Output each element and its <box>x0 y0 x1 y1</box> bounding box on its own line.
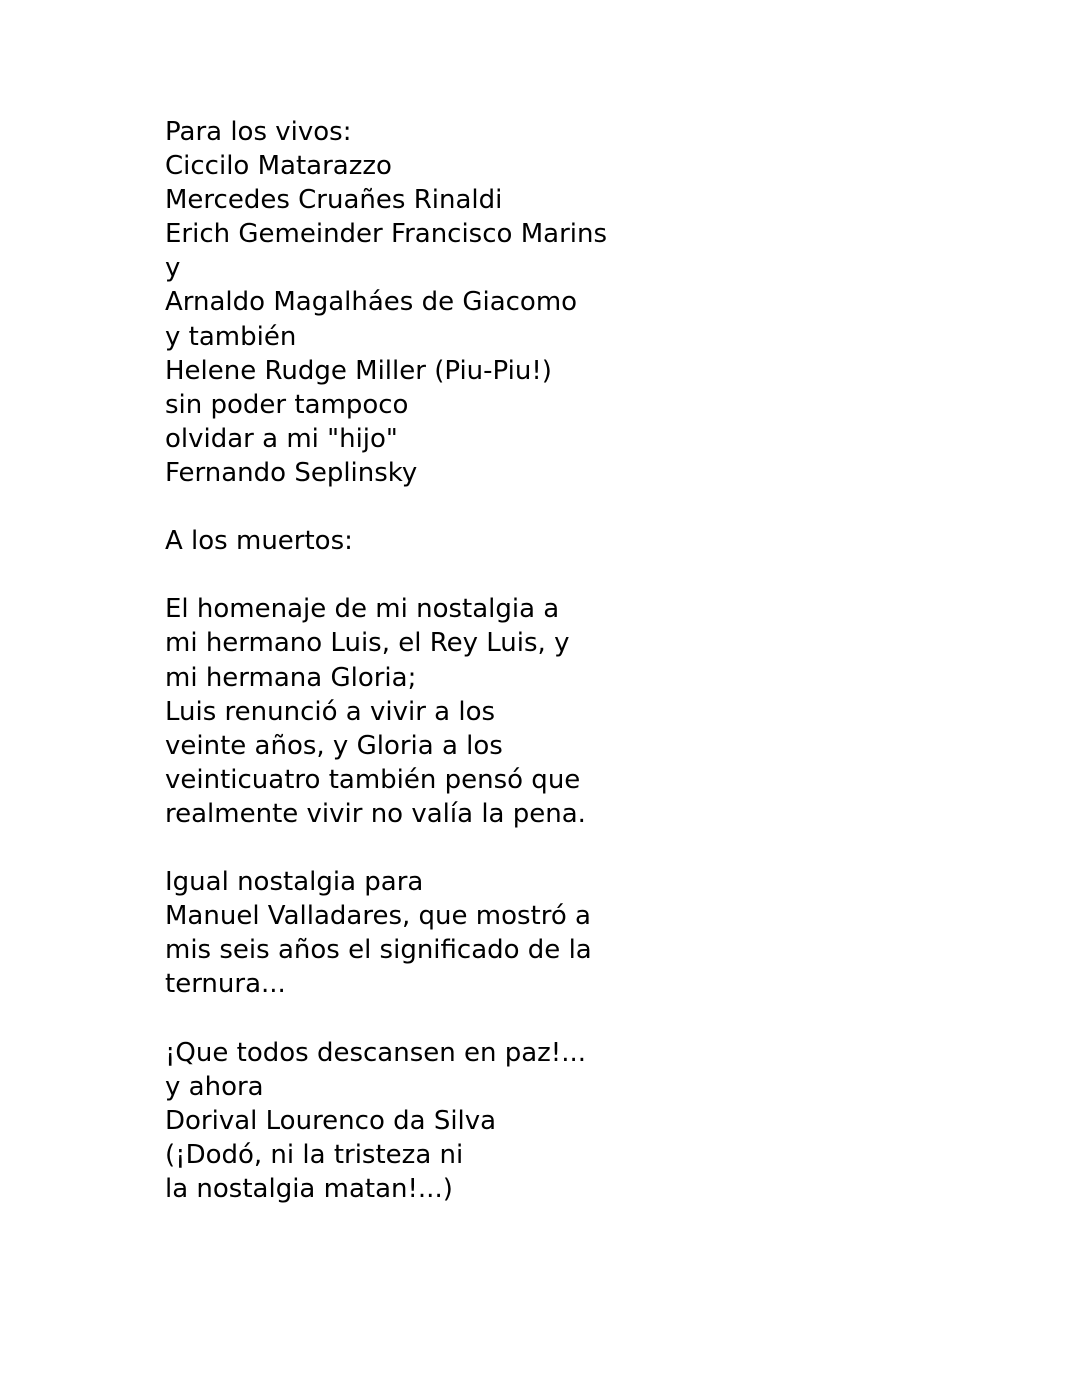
text-line: ¡Que todos descansen en paz!... <box>165 1037 587 1068</box>
text-line: Arnaldo Magalháes de Giacomo <box>165 287 578 318</box>
text-line: A los muertos: <box>165 526 353 557</box>
text-line: Helene Rudge Miller (Piu-Piu!) <box>165 355 552 386</box>
text-line: y <box>165 253 181 284</box>
text-line: Dorival Lourenco da Silva <box>165 1105 497 1136</box>
text-line: veinticuatro también pensó que <box>165 764 581 795</box>
text-line: olvidar a mi "hijo" <box>165 423 398 454</box>
text-line: ternura... <box>165 969 286 1000</box>
text-line: Manuel Valladares, que mostró a <box>165 901 591 932</box>
blank-line <box>165 490 985 524</box>
text-line: Igual nostalgia para <box>165 867 424 898</box>
text-line: la nostalgia matan!...) <box>165 1173 453 1204</box>
text-line: Erich Gemeinder Francisco Marins <box>165 219 607 250</box>
text-line: realmente vivir no valía la pena. <box>165 798 586 829</box>
text-line: mis seis años el significado de la <box>165 935 592 966</box>
text-line: Mercedes Cruañes Rinaldi <box>165 185 503 216</box>
blank-line <box>165 1001 985 1035</box>
text-line: mi hermano Luis, el Rey Luis, y <box>165 628 570 659</box>
text-line: Ciccilo Matarazzo <box>165 151 392 182</box>
text-line: Para los vivos: <box>165 117 352 147</box>
text-line: El homenaje de mi nostalgia a <box>165 594 560 625</box>
blank-line <box>165 831 985 865</box>
text-line: mi hermana Gloria; <box>165 662 417 693</box>
text-line: Fernando Seplinsky <box>165 457 418 488</box>
text-line: veinte años, y Gloria a los <box>165 730 503 761</box>
dedication-text <box>165 115 985 1206</box>
blank-line <box>165 558 985 592</box>
text-line: y también <box>165 321 297 352</box>
text-line: y ahora <box>165 1071 264 1102</box>
text-line: sin poder tampoco <box>165 389 409 420</box>
text-line: (¡Dodó, ni la tristeza ni <box>165 1139 464 1170</box>
text-line: Luis renunció a vivir a los <box>165 696 496 727</box>
